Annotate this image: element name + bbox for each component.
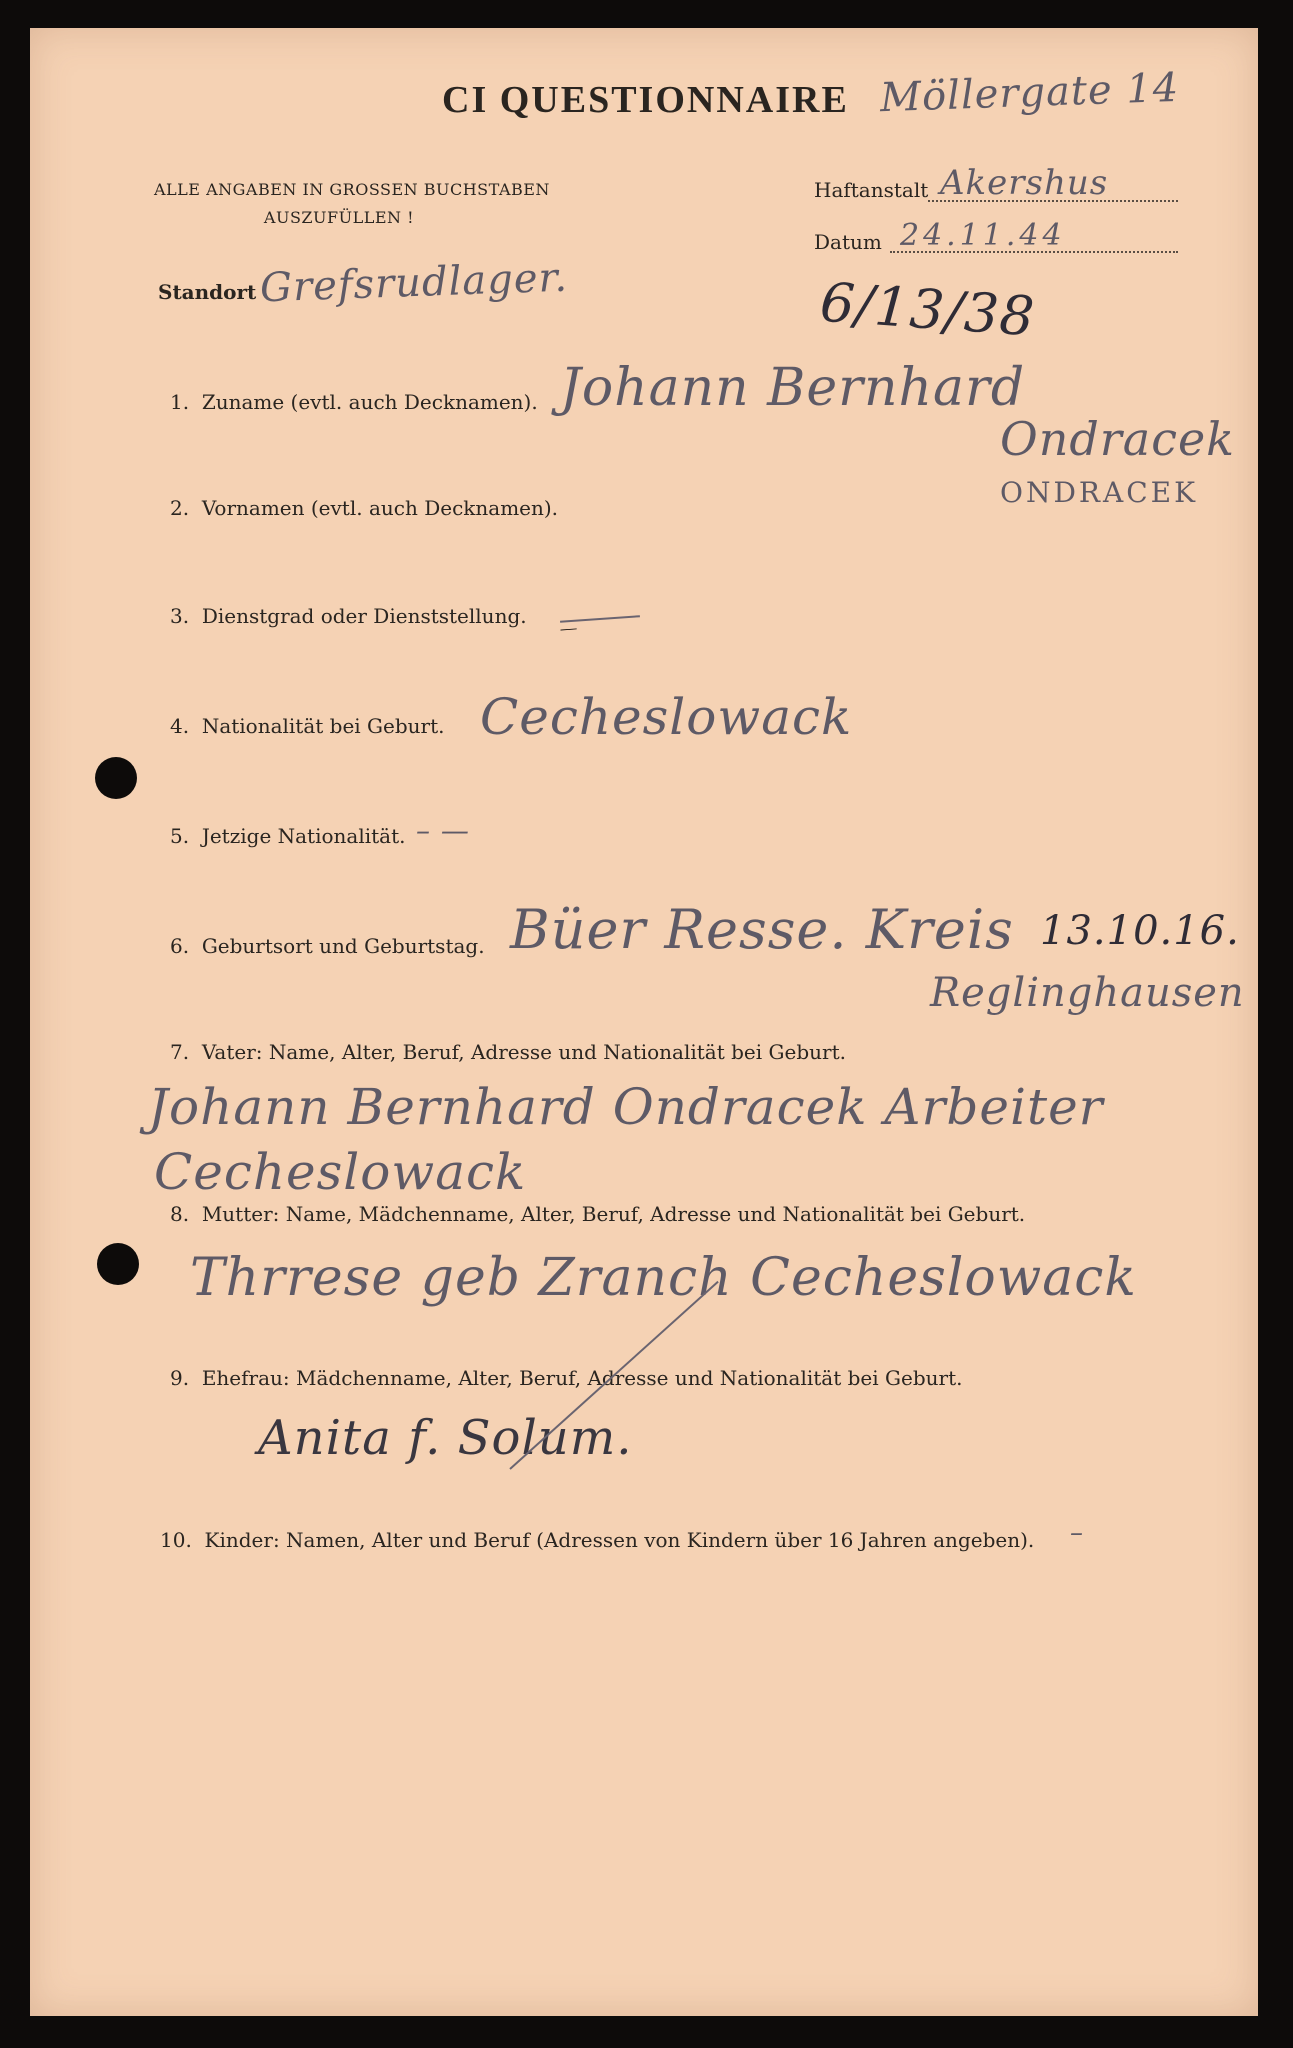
answer-6: Büer Resse. Kreis bbox=[510, 898, 1014, 961]
answer-7: Johann Bernhard Ondracek Arbeiter bbox=[148, 1078, 1104, 1136]
reference-number: 6/13/38 bbox=[818, 270, 1038, 349]
handwritten-address: Möllergate 14 bbox=[879, 64, 1180, 122]
answer-4: Cecheslowack bbox=[480, 688, 853, 746]
instruction-text bbox=[154, 176, 550, 232]
haftanstalt-value: Akershus bbox=[940, 163, 1109, 203]
answer-6-district: Reglinghausen bbox=[930, 970, 1245, 1016]
question-2: 2. Vornamen (evtl. auch Decknamen). bbox=[170, 496, 559, 520]
question-7: 7. Vater: Name, Alter, Beruf, Adresse und Nationalität bei Geburt. bbox=[170, 1040, 846, 1064]
answer-3: — bbox=[560, 615, 640, 623]
question-9: 9. Ehefrau: Mädchenname, Alter, Beruf, Adresse und Nationalität bei Geburt. bbox=[170, 1366, 963, 1390]
question-5: 5. Jetzige Nationalität. bbox=[170, 824, 406, 848]
instruction-line-2: AUSZUFÜLLEN ! bbox=[263, 208, 415, 227]
standort-value: Grefsrudlager. bbox=[259, 254, 569, 312]
answer-10: – bbox=[1070, 1518, 1084, 1548]
question-6: 6. Geburtsort und Geburtstag. bbox=[170, 934, 485, 958]
answer-2: Ondracek bbox=[1000, 412, 1236, 466]
answer-5: – — bbox=[416, 814, 470, 847]
answer-2-printed: ONDRACEK bbox=[1000, 476, 1198, 509]
question-10: 10. Kinder: Namen, Alter und Beruf (Adressen von Kindern über 16 Jahren angeben). bbox=[160, 1528, 1035, 1552]
punch-hole-bottom bbox=[97, 1243, 139, 1285]
questionnaire-page bbox=[30, 28, 1258, 2016]
answer-8: Thrrese geb Zranch Cecheslowack bbox=[190, 1248, 1137, 1308]
answer-1: Johann Bernhard bbox=[560, 358, 1026, 418]
haftanstalt-label: Haftanstalt bbox=[814, 178, 929, 202]
answer-7-nationality: Cecheslowack bbox=[154, 1143, 527, 1201]
standort-label: Standort bbox=[158, 280, 257, 304]
punch-hole-top bbox=[95, 757, 137, 799]
answer-6-birthdate: 13.10.16. bbox=[1040, 908, 1240, 954]
instruction-line-1: ALLE ANGABEN IN GROSSEN BUCHSTABEN bbox=[154, 180, 550, 199]
question-1: 1. Zuname (evtl. auch Decknamen). bbox=[170, 390, 538, 414]
answer-9: Anita f. Solum. bbox=[258, 1410, 633, 1466]
question-3: 3. Dienstgrad oder Dienststellung. bbox=[170, 604, 527, 628]
form-title: CI QUESTIONNAIRE bbox=[442, 79, 849, 121]
question-8: 8. Mutter: Name, Mädchenname, Alter, Beruf, Adresse und Nationalität bei Geburt. bbox=[170, 1202, 1026, 1226]
datum-label: Datum bbox=[814, 230, 882, 254]
datum-value: 24.11.44 bbox=[900, 218, 1066, 253]
question-4: 4. Nationalität bei Geburt. bbox=[170, 714, 445, 738]
